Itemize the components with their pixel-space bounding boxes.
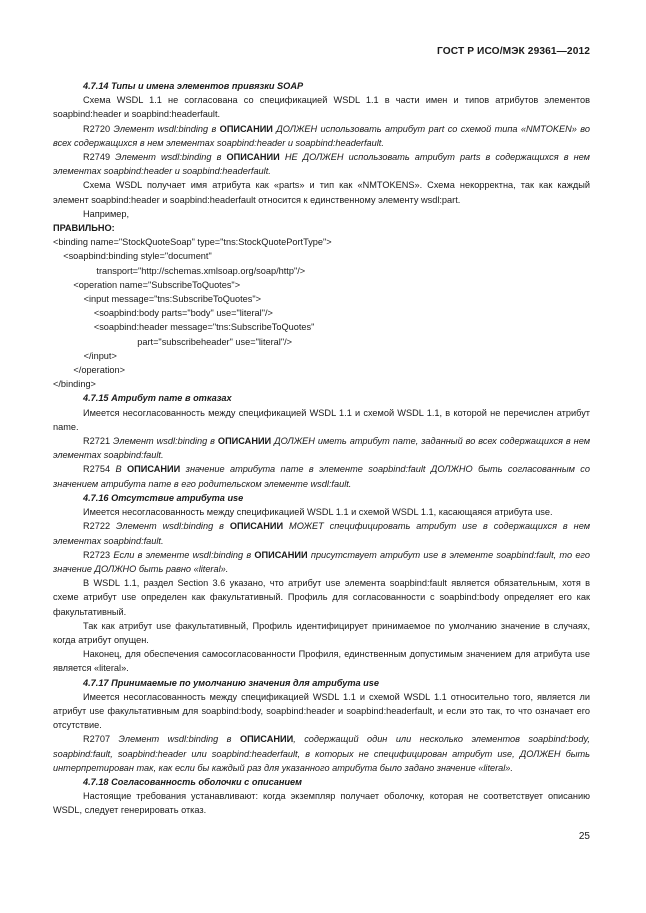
requirement-text: Если в элементе wsdl:binding в [113,549,255,560]
requirement-text: Элемент wsdl:binding в [113,436,218,447]
keyword: ОПИСАНИИ [254,549,308,560]
keyword: ОПИСАНИИ [239,734,294,745]
example-label: Например, [83,208,130,219]
requirement-code: R2720 [83,123,114,134]
requirement-r2723 [53,548,590,576]
paragraph: Схема WSDL 1.1 не согласована со спецификацией WSDL 1.1 в части имен и типов атрибутов элементов soapbind:header и soapbind:headerfault. [53,95,590,120]
requirement-code: R2722 [83,521,117,532]
code-line: <binding name="StockQuoteSoap" type="tns:StockQuotePortType"> [53,237,332,248]
code-line: </binding> [53,379,96,390]
requirement-r2720 [53,122,590,150]
code-line: <soapbind:binding style="document" [53,251,212,262]
requirement-text: , содержащий один или несколько элементов soapbind:body, soapbind:fault, soapbind:header или soapbind:headerfault, в которых не специфицирован атрибут use, ДОЛЖЕН быть интерпретирован так, как если бы каждый раз для указанного атрибута было задано значение «literal». [53,734,590,773]
paragraph: Схема WSDL получает имя атрибута как «parts» и тип как «NMTOKENS». Схема некорректна, так как каждый элемент soapbind:header и soapbind:headerfault относится к единственному элементу wsdl:part. [53,180,590,205]
paragraph: Наконец, для обеспечения самосогласованности Профиля, единственным допустимым значением для атрибута use является «literal». [53,649,590,674]
section-heading-4-7-14: 4.7.14 Типы и имена элементов привязки SOAP [83,81,304,91]
page-number: 25 [578,831,590,842]
requirement-r2707 [53,732,590,775]
requirement-code: R2707 [83,734,119,745]
section-heading-4-7-16: 4.7.16 Отсутствие атрибута use [83,492,244,503]
code-line: <soapbind:body parts="body" use="literal"/> [53,308,273,319]
requirement-text: МОЖЕТ специфицировать атрибут use в содержащихся в нем элементах soapbind:fault. [53,521,590,546]
code-line: </input> [53,350,117,361]
keyword: ОПИСАНИИ [229,521,284,532]
requirement-r2749 [53,150,590,178]
requirement-text: НЕ ДОЛЖЕН использовать атрибут parts в содержащихся в нем элементах soapbind:header и soapbind:headerfault. [53,152,590,177]
requirement-r2722 [53,519,590,547]
requirement-r2721 [53,434,590,462]
requirement-text: В [115,464,128,475]
code-line: <input message="tns:SubscribeToQuotes"> [53,294,261,305]
keyword: ОПИСАНИИ [219,123,273,134]
requirement-text: Элемент wsdl:binding в [118,734,240,745]
requirement-text: присутствует атрибут use в элементе soapbind:fault, то его значение ДОЛЖНО быть равно «literal». [53,549,590,574]
code-line: <operation name="SubscribeToQuotes"> [53,279,241,290]
requirement-text: Элемент wsdl:binding в [116,521,230,532]
code-line: <soapbind:header message="tns:SubscribeToQuotes" [53,322,315,333]
requirement-code: R2721 [83,436,114,447]
requirement-text: Элемент wsdl:binding в [115,152,227,163]
section-heading-4-7-15: 4.7.15 Атрибут name в отказах [83,393,232,404]
requirement-text: ДОЛЖЕН использовать атрибут part со схемой типа «NMTOKEN» во всех содержащихся в нем элементах soapbind:header и soapbind:headerfault. [53,123,590,148]
code-line: transport="http://schemas.xmlsoap.org/soap/http"/> [53,265,306,276]
page-content [53,79,590,818]
section-heading-4-7-18: 4.7.18 Согласованность оболочки с описанием [83,776,302,787]
paragraph: Имеется несогласованность между спецификацией WSDL 1.1 и схемой WSDL 1.1, в которой не перечислен атрибут name. [53,407,590,432]
requirement-text: ДОЛЖЕН иметь атрибут name, заданный во всех содержащихся в нем элементах soapbind:fault. [53,436,591,461]
requirement-code: R2723 [83,549,114,560]
section-heading-4-7-17: 4.7.17 Принимаемые по умолчанию значения для атрибута use [83,677,379,688]
code-line: part="subscribeheader" use="literal"/> [53,336,293,347]
paragraph: В WSDL 1.1, раздел Section 3.6 указано, что атрибут use элемента soapbind:fault является обязательным, хотя в схеме атрибут use определен как факультативный. Профиль для согласованности с soapbind:body определяет его как факультативный. [53,578,590,617]
paragraph: Так как атрибут use факультативный, Профиль идентифицирует принимаемое по умолчанию значение в случаях, когда атрибут опущен. [53,620,590,645]
paragraph: Имеется несогласованность между спецификацией WSDL 1.1 и схемой WSDL 1.1 относительно того, является ли атрибут use факультативным для soapbind:body, soapbind:header и soapbind:headerfault, и если это так, то что означает его отсутствие. [53,691,590,731]
keyword: ОПИСАНИИ [127,464,181,475]
requirement-text: Элемент wsdl:binding в [113,123,220,134]
keyword: ОПИСАНИИ [226,152,280,163]
requirement-text: значение атрибута name в элементе soapbind:fault ДОЛЖНО быть согласованным со значением атрибута name в его родительском элементе wsdl:fault. [53,464,590,489]
keyword: ОПИСАНИИ [217,436,272,447]
paragraph: Настоящие требования устанавливают: когда экземпляр получает оболочку, которая не соответствует описанию WSDL, следует генерировать отказ. [53,791,590,816]
code-line: </operation> [53,365,126,376]
correct-label: ПРАВИЛЬНО: [53,223,115,234]
requirement-code: R2749 [83,152,116,163]
requirement-r2754 [53,462,590,490]
paragraph: Имеется несогласованность между спецификацией WSDL 1.1 и схемой WSDL 1.1, касающаяся атрибута use. [83,507,553,518]
requirement-code: R2754 [83,464,116,475]
standard-header: ГОСТ Р ИСО/МЭК 29361—2012 [437,46,590,57]
